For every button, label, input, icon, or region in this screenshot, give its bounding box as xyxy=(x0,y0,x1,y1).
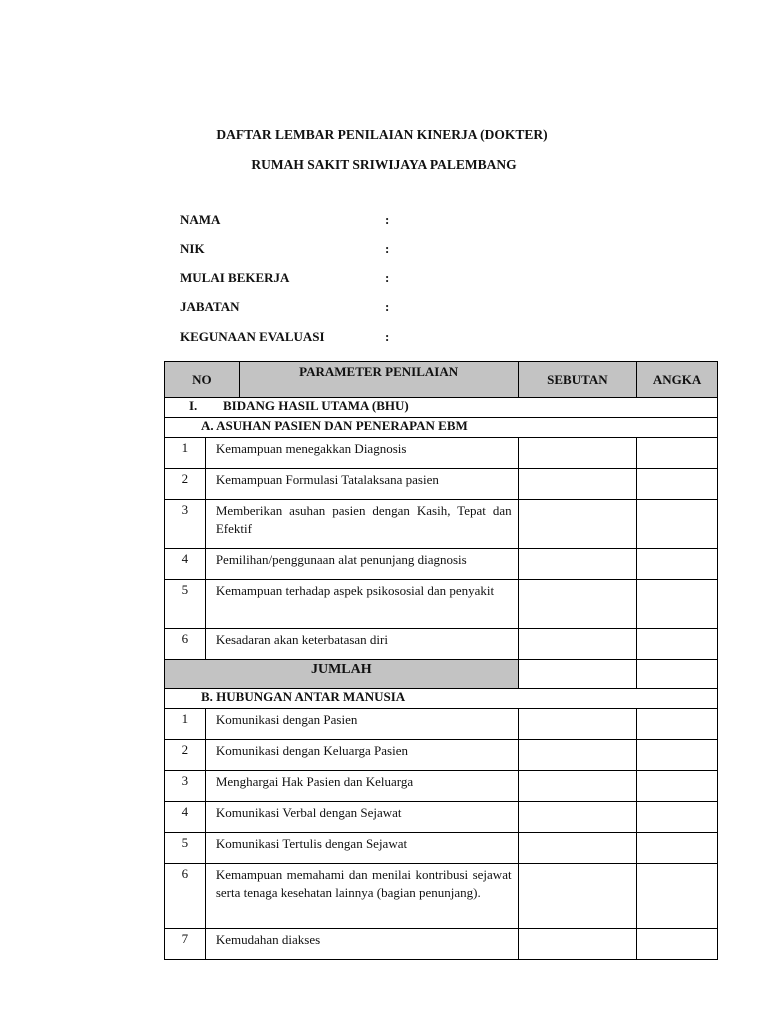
sebutan-cell[interactable] xyxy=(518,740,637,771)
table-row xyxy=(165,469,718,500)
sebutan-cell[interactable] xyxy=(518,438,637,469)
row-parameter: Komunikasi Tertulis dengan Sejawat xyxy=(205,833,518,864)
row-parameter: Memberikan asuhan pasien dengan Kasih, Tepat dan Efektif xyxy=(205,500,518,549)
sebutan-cell[interactable] xyxy=(518,469,637,500)
row-number: 6 xyxy=(165,864,206,929)
header-no: NO xyxy=(165,362,240,398)
row-number: 7 xyxy=(165,929,206,960)
row-number: 3 xyxy=(165,500,206,549)
table-row xyxy=(165,864,718,929)
angka-cell[interactable] xyxy=(637,549,718,580)
jumlah-sebutan-cell[interactable] xyxy=(518,660,637,689)
sebutan-cell[interactable] xyxy=(518,500,637,549)
table-row xyxy=(165,802,718,833)
row-parameter: Pemilihan/penggunaan alat penunjang diagnosis xyxy=(205,549,518,580)
row-parameter: Kemampuan menegakkan Diagnosis xyxy=(205,438,518,469)
sebutan-cell[interactable] xyxy=(518,709,637,740)
section-number: I. xyxy=(189,398,198,413)
section-title xyxy=(165,398,718,418)
row-number: 1 xyxy=(165,438,206,469)
field-mulai-bekerja xyxy=(180,270,389,286)
row-number: 2 xyxy=(165,469,206,500)
angka-cell[interactable] xyxy=(637,771,718,802)
jumlah-row xyxy=(165,660,718,689)
row-parameter: Komunikasi dengan Keluarga Pasien xyxy=(205,740,518,771)
group-b-title: B. HUBUNGAN ANTAR MANUSIA xyxy=(165,689,718,709)
group-a-title: A. ASUHAN PASIEN DAN PENERAPAN EBM xyxy=(165,418,718,438)
sebutan-cell[interactable] xyxy=(518,629,637,660)
jumlah-angka-cell[interactable] xyxy=(637,660,718,689)
field-label: MULAI BEKERJA xyxy=(180,270,290,285)
sebutan-cell[interactable] xyxy=(518,549,637,580)
row-number: 1 xyxy=(165,709,206,740)
row-number: 5 xyxy=(165,580,206,629)
row-number: 6 xyxy=(165,629,206,660)
table-row xyxy=(165,771,718,802)
angka-cell[interactable] xyxy=(637,580,718,629)
sebutan-cell[interactable] xyxy=(518,929,637,960)
row-number: 3 xyxy=(165,771,206,802)
table-row xyxy=(165,438,718,469)
angka-cell[interactable] xyxy=(637,833,718,864)
section-row xyxy=(165,398,718,418)
row-parameter: Komunikasi dengan Pasien xyxy=(205,709,518,740)
sebutan-cell[interactable] xyxy=(518,802,637,833)
field-kegunaan-evaluasi xyxy=(180,329,389,345)
row-parameter: Kemampuan terhadap aspek psikososial dan penyakit xyxy=(205,580,518,629)
table-row xyxy=(165,709,718,740)
row-parameter: Kemampuan memahami dan menilai kontribusi sejawat serta tenaga kesehatan lainnya (bagian penunjang). xyxy=(205,864,518,929)
sebutan-cell[interactable] xyxy=(518,771,637,802)
row-number: 5 xyxy=(165,833,206,864)
angka-cell[interactable] xyxy=(637,469,718,500)
table-row xyxy=(165,629,718,660)
table-row xyxy=(165,929,718,960)
row-number: 4 xyxy=(165,802,206,833)
angka-cell[interactable] xyxy=(637,438,718,469)
angka-cell[interactable] xyxy=(637,929,718,960)
group-b-row xyxy=(165,689,718,709)
field-label: NAMA xyxy=(180,212,221,227)
sebutan-cell[interactable] xyxy=(518,833,637,864)
table-header-row xyxy=(165,362,718,398)
table-row xyxy=(165,833,718,864)
field-label: JABATAN xyxy=(180,299,240,314)
header-angka: ANGKA xyxy=(637,362,718,398)
header-sebutan: SEBUTAN xyxy=(518,362,637,398)
row-number: 2 xyxy=(165,740,206,771)
row-parameter: Kemampuan Formulasi Tatalaksana pasien xyxy=(205,469,518,500)
assessment-table xyxy=(164,361,718,960)
field-colon: : xyxy=(385,212,390,227)
angka-cell[interactable] xyxy=(637,500,718,549)
field-colon: : xyxy=(385,270,390,285)
angka-cell[interactable] xyxy=(637,802,718,833)
section-label: BIDANG HASIL UTAMA (BHU) xyxy=(223,398,409,413)
field-nama xyxy=(180,212,389,228)
row-parameter: Komunikasi Verbal dengan Sejawat xyxy=(205,802,518,833)
document-title: DAFTAR LEMBAR PENILAIAN KINERJA (DOKTER) xyxy=(216,127,548,142)
angka-cell[interactable] xyxy=(637,740,718,771)
angka-cell[interactable] xyxy=(637,709,718,740)
table-row xyxy=(165,740,718,771)
table-row xyxy=(165,549,718,580)
row-parameter: Kemudahan diakses xyxy=(205,929,518,960)
group-a-row xyxy=(165,418,718,438)
angka-cell[interactable] xyxy=(637,629,718,660)
angka-cell[interactable] xyxy=(637,864,718,929)
header-parameter: PARAMETER PENILAIAN xyxy=(239,362,518,398)
table-row xyxy=(165,500,718,549)
document-subtitle: RUMAH SAKIT SRIWIJAYA PALEMBANG xyxy=(251,157,517,172)
sebutan-cell[interactable] xyxy=(518,580,637,629)
field-colon: : xyxy=(385,241,390,256)
jumlah-label: JUMLAH xyxy=(165,660,519,689)
field-colon: : xyxy=(385,329,390,344)
sebutan-cell[interactable] xyxy=(518,864,637,929)
row-parameter: Menghargai Hak Pasien dan Keluarga xyxy=(205,771,518,802)
row-parameter: Kesadaran akan keterbatasan diri xyxy=(205,629,518,660)
field-label: NIK xyxy=(180,241,205,256)
field-label: KEGUNAAN EVALUASI xyxy=(180,329,325,344)
field-jabatan xyxy=(180,299,389,315)
row-number: 4 xyxy=(165,549,206,580)
field-nik xyxy=(180,241,389,257)
table-row xyxy=(165,580,718,629)
field-colon: : xyxy=(385,299,390,314)
